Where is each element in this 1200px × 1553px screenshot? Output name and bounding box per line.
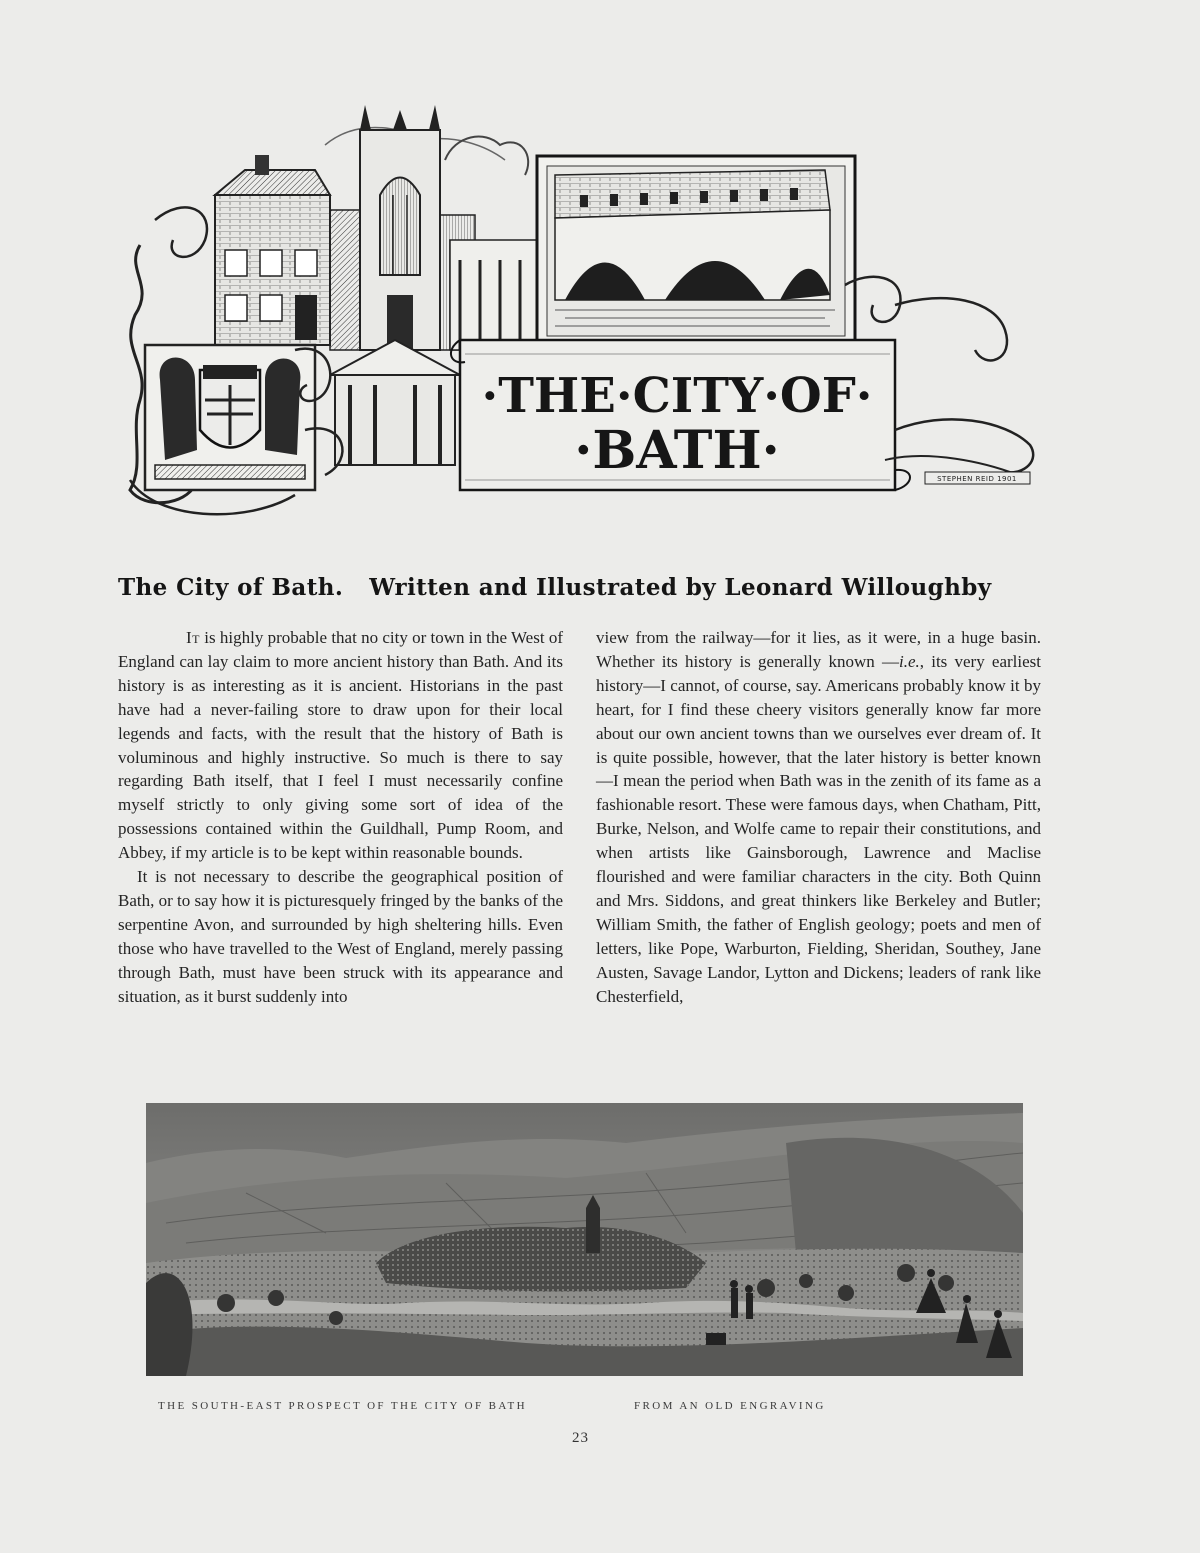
drop-lead: It — [186, 628, 200, 647]
banner-title-line-1: ·THE·CITY·OF· — [481, 368, 873, 424]
engraving-image — [146, 1103, 1023, 1376]
left-column — [118, 626, 563, 1009]
right-paragraph-part-b: , its very earliest history—I cannot, of course, say. Americans probably know it by heart, for I find these cheery visitors generally know far more about our own ancient towns than we ourselves ever dream of. It is quite possible, however, that the later history is better known—I mean the period when Bath was in the zenith of its fame as a fashionable resort. These were famous days, when Chatham, Pitt, Burke, Nelson, and Wolfe came to repair their constitutions, and when artists like Gainsborough, Lawrence and Maclise flourished and were familiar characters in the city. Both Quinn and Mrs. Siddons, and great thinkers like Berkeley and Butler; William Smith, the father of English geology; poets and men of letters, like Pope, Warburton, Fielding, Sheridan, Southey, Jane Austen, Savage Landor, Lytton and Dickens; leaders of rank like Chesterfield, — [596, 651, 1041, 1006]
bath-prospect-engraving — [146, 1103, 1023, 1376]
illustrator-signature: STEPHEN REID 1901 — [937, 475, 1017, 483]
header-illustration-drawing — [125, 100, 1040, 530]
header-illustration — [125, 100, 1040, 530]
right-paragraph-part-a: view from the railway—for it lies, as it were, in a huge basin. Whether its history is generally known — — [596, 628, 1041, 671]
article-title: The City of Bath. — [118, 574, 344, 601]
page-number: 23 — [572, 1430, 589, 1446]
figure-credit: FROM AN OLD ENGRAVING — [634, 1400, 826, 1412]
right-paragraph — [596, 626, 1041, 1009]
right-paragraph-ie: i.e. — [898, 651, 920, 671]
figure-caption: THE SOUTH-EAST PROSPECT OF THE CITY OF BATH — [158, 1400, 527, 1412]
left-paragraph-1-text: is highly probable that no city or town in the West of England can lay claim to more ancient history than Bath. And its history is as interesting as it is ancient. Historians in the past have had a never-failing store to draw upon for their local legends and facts, with the result that the history of Bath is voluminous and highly instructive. So much is there to say regarding Bath itself, that I feel I must necessarily confine myself strictly to only giving some sort of idea of the possessions contained within the Guildhall, Pump Room, and Abbey, if my article is to be kept within reasonable bounds. — [118, 628, 563, 863]
left-paragraph-2: It is not necessary to describe the geographical position of Bath, or to say how it is picturesquely fringed by the banks of the serpentine Avon, and surrounded by high sheltering hills. Even those who have travelled to the West of England, merely passing through Bath, must have been struck with its appearance and situation, as it burst suddenly into — [118, 867, 563, 1006]
article-byline: Written and Illustrated by Leonard Willoughby — [369, 574, 992, 601]
banner-title-line-2: ·BATH· — [574, 420, 780, 481]
right-column — [596, 626, 1041, 1009]
article-heading — [118, 574, 1048, 601]
left-paragraph-1 — [118, 626, 563, 865]
